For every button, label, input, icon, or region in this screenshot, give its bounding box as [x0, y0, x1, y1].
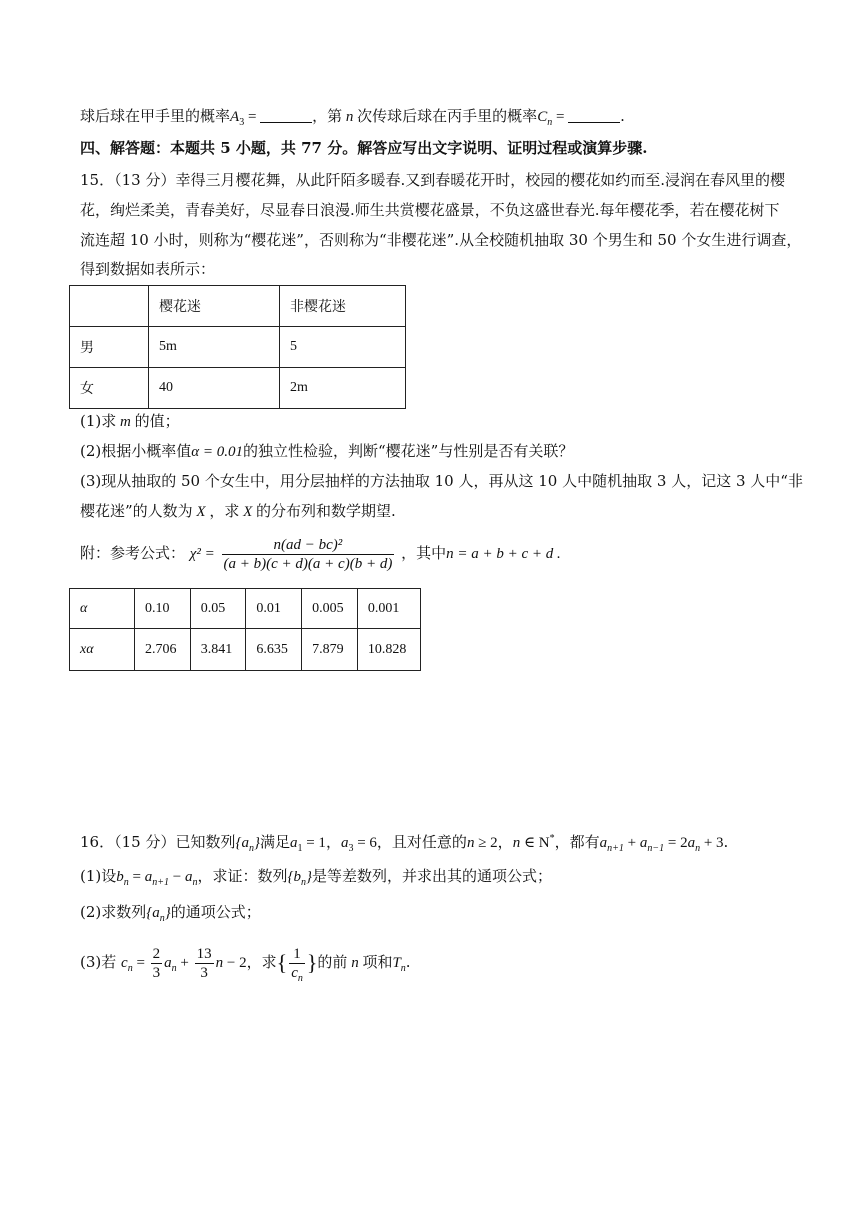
table-cell: 10.828	[357, 629, 420, 671]
q15-intro-2: 花，绚烂柔美，青春美好，尽显春日浪漫.师生共赏樱花盛景，不负这盛世春光.每年樱花季，若在樱花树下	[80, 201, 780, 219]
table-row	[70, 368, 406, 409]
table-cell: 5	[280, 327, 406, 368]
table-cell: 0.001	[357, 589, 420, 629]
appendix-label: 附：参考公式：	[80, 544, 186, 562]
answer-blank-cn	[568, 108, 620, 123]
math-cn: $C_n$	[537, 109, 553, 128]
table-cell: α	[70, 589, 135, 629]
q15-intro-1: 15．（13 分）幸得三月樱花舞，从此阡陌多暖春.又到春暖花开时，校园的樱花如约而至.浸润在春风里的樱	[80, 171, 785, 189]
math-a3: $A_3$	[230, 109, 245, 128]
critical-value-table	[69, 588, 421, 671]
formula-lhs: χ² =	[189, 546, 215, 562]
prev-text-b: ，第	[312, 107, 343, 125]
formula-n-definition: n = a + b + c + d .	[446, 546, 561, 562]
formula-numerator: n(ad − bc)²	[222, 536, 395, 555]
q16-text-d: ，且对任意的	[376, 833, 467, 851]
fraction-13-3: $\frac{13}{3}$	[196, 945, 212, 981]
table-cell: 2m	[280, 368, 406, 409]
q16-part1-text-a: (1)设	[80, 867, 117, 885]
q16-part-2: (2)求数列$\{a_n\}$的通项公式；	[80, 903, 261, 924]
q15-intro-4: 得到数据如表所示：	[80, 260, 216, 278]
q16-part2-text-a: (2)求数列	[80, 903, 147, 921]
q15-part-3-line1: (3)现从抽取的 50 个女生中，用分层抽样的方法抽取 10 人，再从这 10 人中随机抽取 3 人，记这 3 人中“非	[80, 472, 803, 490]
table-cell: 7.879	[302, 629, 358, 671]
fraction-2-3: $\frac{2}{3}$	[152, 945, 161, 981]
table-cell: 女	[70, 368, 149, 409]
part1-text-b: 的值；	[134, 412, 180, 430]
q15-part-1: (1)求 m 的值；	[80, 412, 180, 430]
q16-text-f: ，都有	[554, 833, 600, 851]
table-cell: xα	[70, 629, 135, 671]
section-4-header: 四、解答题：本题共 5 小题，共 77 分。解答应写出文字说明、证明过程或演算步骤.	[80, 139, 648, 157]
table-cell	[70, 286, 149, 327]
table-cell: 0.05	[190, 589, 246, 629]
prev-text-c: 次传球后球在丙手里的概率	[357, 107, 538, 125]
q16-text-c: ，	[325, 833, 341, 851]
table-cell: 樱花迷	[149, 286, 280, 327]
q16-part2-text-b: 的通项公式；	[170, 903, 261, 921]
q16-part3-text-d: 项和	[362, 953, 393, 971]
q16-intro: 16．（15 分）已知数列$\{a_n\}$满足$a_1 = 1$，$a_3 = 6$，且对任意的n ≥ 2，n ∈ N*，都有$a_{n+1} + a_{n-1} = 2a_n + 3$.	[80, 833, 729, 854]
part1-text-a: (1)求	[80, 412, 117, 430]
table-cell: 3.841	[190, 629, 246, 671]
table-cell: 男	[70, 327, 149, 368]
fraction-1-cn: $\frac{1}{c_n}$	[291, 945, 303, 984]
q16-part3-text-c: 的前	[317, 953, 348, 971]
q16-part1-text-b: ，求证：数列	[197, 867, 288, 885]
q16-text-e: ，	[497, 833, 513, 851]
q16-part3-text-a: (3)若	[80, 953, 117, 971]
part3-text-b: 樱花迷”的人数为	[80, 502, 193, 520]
q16-text-b: 满足	[259, 833, 290, 851]
q16-part3-text-e: .	[405, 953, 411, 971]
prev-question-line: 球后球在甲手里的概率$A_3$ = ，第 n 次传球后球在丙手里的概率$C_n$ = .	[80, 107, 625, 128]
alpha-value: α = 0.01	[191, 444, 243, 460]
part3-text-d: 的分布列和数学期望.	[256, 502, 396, 520]
formula-where: ，其中	[401, 544, 447, 562]
table-cell: 6.635	[246, 629, 302, 671]
table-cell: 非樱花迷	[280, 286, 406, 327]
formula-fraction	[222, 536, 395, 573]
table-cell: 0.10	[135, 589, 191, 629]
part2-text-a: (2)根据小概率值	[80, 442, 192, 460]
q16-part-1: (1)设$b_n = a_{n+1} - a_n$，求证：数列$\{b_n\}$是等差数列，并求出其的通项公式；	[80, 867, 552, 888]
q16-text-a: 16．（15 分）已知数列	[80, 833, 236, 851]
table-row	[70, 327, 406, 368]
formula-denominator: (a + b)(c + d)(a + c)(b + d)	[223, 555, 393, 572]
q15-intro-3: 流连超 10 小时，则称为“樱花迷”，否则称为“非樱花迷”.从全校随机抽取 30 个男生和 50 个女生进行调查，	[80, 231, 802, 249]
q15-part-2	[80, 441, 573, 462]
table-row	[70, 629, 421, 671]
q16-part3-text-b: ，求	[246, 953, 277, 971]
contingency-table	[69, 285, 406, 409]
table-cell: 2.706	[135, 629, 191, 671]
table-header-row	[70, 286, 406, 327]
table-cell: 5m	[149, 327, 280, 368]
prev-text-a: 球后球在甲手里的概率	[80, 107, 231, 125]
chi-square-formula	[80, 534, 561, 573]
table-cell: 0.01	[246, 589, 302, 629]
table-row	[70, 589, 421, 629]
q16-part-3: (3)若 $c_n$ = $\frac{2}{3}$ $a_n$ + $\frac{13}{3}$ n − 2，求{ $\frac{1}{c_n}$ }的前 n 项和$T_n$.	[80, 945, 411, 984]
part2-text-b: 的独立性检验，判断“樱花迷”与性别是否有关联？	[243, 442, 574, 460]
table-cell: 40	[149, 368, 280, 409]
answer-blank-a3	[260, 108, 312, 123]
q15-part-3-line2: 樱花迷”的人数为 X ，求 X 的分布列和数学期望.	[80, 502, 396, 520]
part3-text-c: ，求	[209, 502, 240, 520]
q16-part1-text-c: 是等差数列，并求出其的通项公式；	[311, 867, 552, 885]
table-cell: 0.005	[302, 589, 358, 629]
period: .	[620, 107, 625, 125]
q16-text-g: .	[723, 833, 729, 851]
